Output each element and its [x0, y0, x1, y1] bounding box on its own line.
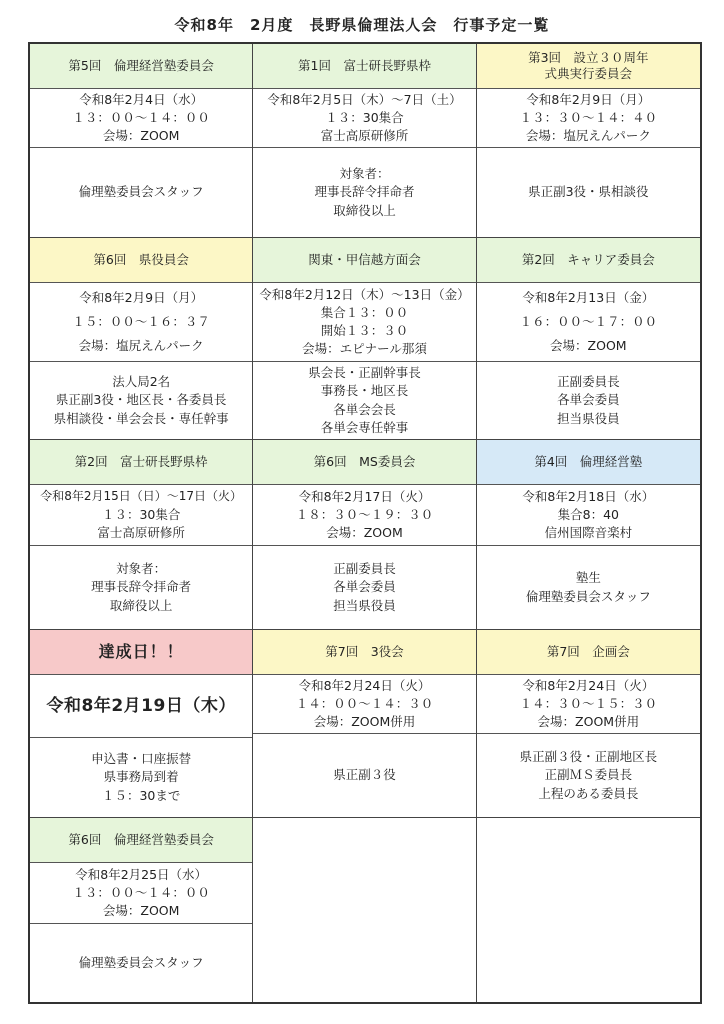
audience-line: 県正副３役: [333, 767, 396, 783]
event-cell: [253, 44, 476, 238]
event-datetime: [30, 863, 252, 924]
event-cell: [30, 238, 253, 440]
event-time: １３：30集合: [101, 506, 181, 522]
event-title: 第2回 富士研長野県枠: [30, 440, 252, 485]
event-date: 令和8年2月18日（水）: [522, 488, 655, 504]
event-title: 第2回 キャリア委員会: [477, 238, 700, 283]
event-date: 令和8年2月5日（木）～7日（土）: [267, 91, 462, 107]
event-time: １４：３０～１５：３０: [519, 695, 658, 711]
audience-line: 上程のある委員長: [538, 785, 639, 801]
event-title: 第4回 倫理経営塾: [477, 440, 700, 485]
event-audience: [253, 148, 475, 237]
event-date: 令和8年2月15日（日）～17日（火）: [40, 489, 243, 504]
event-date: 令和8年2月9日（月）: [526, 91, 651, 107]
event-audience: [30, 546, 252, 629]
audience-line: 対象者：: [339, 166, 390, 182]
audience-line: 県正副3役・県相談役: [528, 184, 649, 200]
event-cell: [253, 440, 476, 630]
event-venue: 会場：ZOOM: [102, 128, 180, 144]
event-venue: 会場：塩尻えんパーク: [78, 338, 204, 354]
audience-line: 県事務局到着: [103, 769, 179, 785]
audience-line: 県正副３役・正副地区長: [519, 749, 658, 765]
event-time: １３：００～１４：００: [72, 884, 210, 900]
event-datetime: [253, 89, 475, 148]
event-time: １３：３０～１４：４０: [519, 109, 658, 125]
audience-line: 理事長辞令拝命者: [91, 579, 192, 595]
audience-line: 倫理塾委員会スタッフ: [78, 954, 204, 970]
event-time: １３：30集合: [325, 109, 404, 125]
event-date: 令和8年2月24日（火）: [298, 677, 431, 693]
event-audience: [477, 734, 700, 817]
event-audience: [253, 362, 475, 439]
event-venue: 会場：ZOOM併用: [313, 714, 416, 730]
event-datetime: [30, 89, 252, 148]
audience-line: 各単会会長: [333, 401, 396, 417]
event-date: 令和8年2月13日（金）: [522, 289, 655, 305]
audience-line: 正副委員長: [333, 561, 396, 577]
event-time: １８：３０～１９：３０: [295, 506, 434, 522]
audience-line: 取締役以上: [333, 202, 396, 218]
event-title: 第6回 MS委員会: [253, 440, 475, 485]
audience-line: 各単会専任幹事: [320, 419, 409, 435]
event-cell: [477, 44, 700, 238]
event-title: 第5回 倫理経営塾委員会: [30, 44, 252, 89]
event-audience: [30, 924, 252, 1002]
event-venue: 会場：塩尻えんパーク: [525, 128, 651, 144]
event-title: 関東・甲信越方面会: [253, 238, 475, 283]
empty-cell: [477, 818, 700, 1002]
audience-line: 理事長辞令拝命者: [314, 184, 415, 200]
event-datetime: [477, 89, 700, 148]
event-title-text: 第3回 設立３０周年 式典実行委員会: [528, 50, 649, 81]
event-time: 集合１３：００: [320, 304, 409, 320]
event-date: 令和8年2月4日（水）: [79, 91, 204, 107]
event-title: [477, 44, 700, 89]
event-date: 令和8年2月24日（火）: [522, 677, 655, 693]
event-datetime: [253, 283, 475, 362]
event-title: 第6回 県役員会: [30, 238, 252, 283]
audience-line: 県正副3役・地区長・各委員長: [55, 392, 227, 408]
event-datetime: [477, 675, 700, 734]
deadline-cell: [30, 630, 253, 818]
event-venue: 富士高原研修所: [97, 524, 185, 540]
event-title: 第6回 倫理経営塾委員会: [30, 818, 252, 863]
event-date: 令和8年2月9日（月）: [79, 289, 204, 305]
event-cell: [477, 630, 700, 818]
event-title: 第7回 3役会: [253, 630, 475, 675]
event-time: １６：００～１７：００: [519, 313, 658, 329]
audience-line: 県会長・正副幹事長: [308, 365, 421, 381]
audience-line: １５：30まで: [101, 787, 181, 803]
event-cell: [253, 630, 476, 818]
event-time: １３：００～１４：００: [72, 109, 210, 125]
event-cell: [477, 440, 700, 630]
event-audience: [30, 738, 252, 817]
audience-line: 取締役以上: [109, 597, 173, 613]
event-date: 令和8年2月17日（火）: [298, 488, 431, 504]
event-time: 集合8：40: [557, 506, 619, 522]
event-date: 令和8年2月12日（木）～13日（金）: [259, 286, 470, 302]
audience-line: 申込書・口座振替: [91, 751, 192, 767]
event-date: 令和8年2月19日（木）: [46, 695, 236, 716]
event-venue: 会場：ZOOM併用: [537, 714, 640, 730]
page-title: 令和8年 2月度 長野県倫理法人会 行事予定一覧: [174, 16, 550, 34]
event-venue: 会場：ZOOM: [326, 525, 403, 541]
audience-line: 正副委員長: [557, 374, 620, 390]
schedule-table: [28, 42, 702, 1004]
audience-line: 各単会委員: [557, 392, 620, 408]
event-venue: 会場：ZOOM: [550, 338, 627, 354]
event-venue: 会場：エピナール那須: [302, 341, 427, 357]
event-audience: [477, 148, 700, 237]
event-datetime: [477, 485, 700, 546]
event-cell: [30, 818, 253, 1002]
event-cell: [253, 238, 476, 440]
event-datetime: [253, 485, 475, 546]
event-audience: [477, 546, 700, 629]
audience-line: 正副ＭＳ委員長: [544, 767, 633, 783]
deadline-title: 達成日！！: [30, 630, 252, 675]
event-venue: 会場：ZOOM: [102, 903, 180, 919]
event-audience: [30, 148, 252, 237]
event-venue: 信州国際音楽村: [544, 525, 633, 541]
audience-line: 倫理塾委員会スタッフ: [78, 184, 204, 200]
event-audience: [253, 734, 475, 817]
audience-line: 対象者：: [116, 561, 167, 577]
deadline-date: [30, 675, 252, 738]
audience-line: 塾生: [575, 570, 601, 586]
event-time: １５：００～１６：３７: [72, 313, 210, 329]
event-audience: [477, 362, 700, 439]
audience-line: 担当県役員: [333, 597, 396, 613]
audience-line: 倫理塾委員会スタッフ: [525, 588, 651, 604]
audience-line: 県相談役・単会会長・専任幹事: [53, 410, 229, 426]
event-cell: [30, 440, 253, 630]
event-time: 開始１３：３０: [320, 323, 409, 338]
audience-line: 法人局2名: [112, 374, 171, 390]
event-audience: [253, 546, 475, 629]
empty-cell: [253, 818, 476, 1002]
event-cell: [30, 44, 253, 238]
event-audience: [30, 362, 252, 439]
event-title: 第1回 富士研長野県枠: [253, 44, 475, 89]
event-venue: 富士高原研修所: [320, 128, 409, 144]
event-time: １４：００～１４：３０: [295, 695, 434, 711]
event-datetime: [30, 283, 252, 362]
event-cell: [477, 238, 700, 440]
event-datetime: [477, 283, 700, 362]
event-date: 令和8年2月25日（水）: [75, 866, 208, 882]
audience-line: 担当県役員: [557, 410, 620, 426]
audience-line: 事務長・地区長: [320, 383, 409, 399]
audience-line: 各単会委員: [333, 579, 396, 595]
event-datetime: [30, 485, 252, 546]
event-title: 第7回 企画会: [477, 630, 700, 675]
event-datetime: [253, 675, 475, 734]
